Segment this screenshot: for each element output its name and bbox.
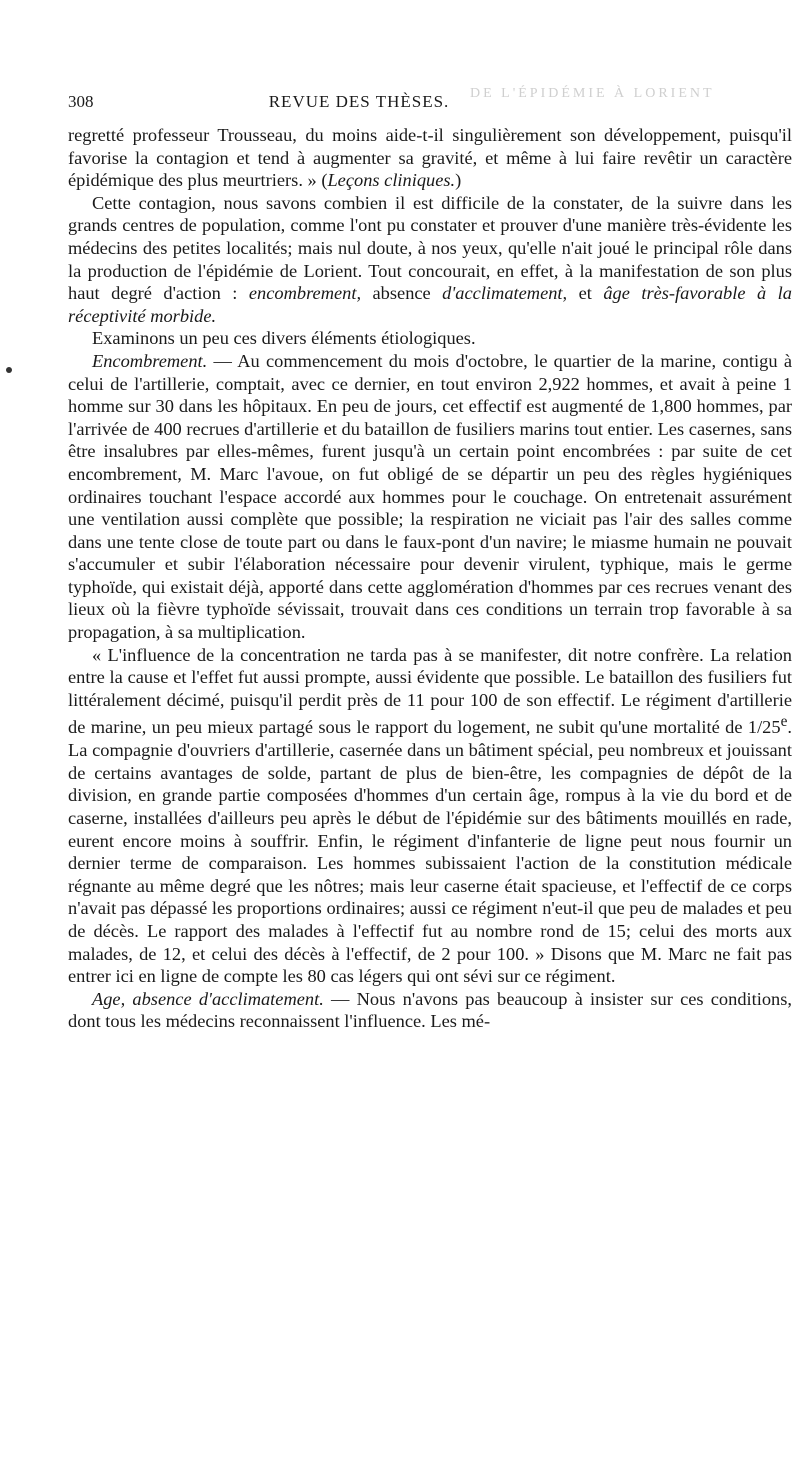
running-title: REVUE DES THÈSES.: [268, 92, 450, 111]
paragraph: Cette contagion, nous savons combien il est difficile de la constater, de la suivre dans les grands centres de population, comme l'ont pu constater et prouver d'une manière très-évidente les médecins des petites localités; mais nul doute, à nos yeux, qu'elle n'ait joué le principal rôle dans la production de l'épidémie de Lorient. Tout concourait, en effet, à la manifestation de son plus haut degré d'action : encombrement, absence d'acclimatement, et âge très-favorable à la réceptivité morbide.: [68, 192, 792, 326]
citation-title: Leçons cliniques.: [327, 170, 456, 191]
section-lead: Encombrement.: [92, 350, 208, 371]
margin-mark: [6, 367, 12, 373]
paragraph: Examinons un peu ces divers éléments étiologiques.: [92, 328, 476, 349]
paragraph: Age, absence d'acclimatement. — Nous n'avons pas beaucoup à insister sur ces conditions, dont tous les médecins reconnaissent l'influence. Les mé-: [68, 988, 792, 1032]
page-number: 308: [68, 92, 94, 111]
body-text: [68, 124, 792, 1033]
section-lead: Age, absence d'acclimatement.: [92, 988, 324, 1009]
paragraph: « L'influence de la concentration ne tarda pas à se manifester, dit notre confrère. La relation entre la cause et l'effet fut aussi prompte, aussi évidente que possible. Le bataillon des fusiliers fut littéralement décimé, puisqu'il perdit près de 11 pour 100 de son effectif. Le régiment d'artillerie de marine, un peu mieux partagé sous le rapport du logement, ne subit qu'une mortalité de 1/25e. La compagnie d'ouvriers d'artillerie, casernée dans un bâtiment spécial, peu nombreux et jouissant de certains avantages de solde, partant de plus de bien-être, les compagnies de dépôt de la division, en grande partie composées d'hommes d'un certain âge, rompus à la vie du bord et de caserne, installées d'ailleurs peu après le début de l'épidémie sur des bâtiments mouillés en rade, eurent encore moins à souffrir. Enfin, le régiment d'infanterie de ligne peut nous fournir un dernier terme de comparaison. Les hommes subissaient l'action de la constitution médicale régnante au même degré que les nôtres; mais leur caserne était spacieuse, et l'effectif de ce corps n'avait pas dépassé les proportions ordinaires; aussi ce régiment n'eut-il que peu de malades et peu de décès. Le rapport des malades à l'effectif fut au nombre rond de 15; celui des morts aux malades, de 12, et celui des décès à l'effectif, de 2 pour 100. » Disons que M. Marc ne fait pas entrer ici en ligne de compte les 80 cas légers qui ont sévi sur ce régiment.: [68, 644, 792, 987]
show-through-text: DE L'ÉPIDÉMIE À LORIENT: [470, 86, 715, 101]
paragraph: regretté professeur Trousseau, du moins aide-t-il singulièrement son développement, puisqu'il favorise la contagion et tend à augmenter sa gravité, et même à lui faire revêtir un caractère épidémique des plus meurtriers. » (Leçons cliniques.): [68, 125, 792, 191]
paragraph: Encombrement. — Au commencement du mois d'octobre, le quartier de la marine, contigu à celui de l'artillerie, comptait, avec ce dernier, en tout environ 2,922 hommes, et avait à peine 1 homme sur 30 dans les hôpitaux. En peu de jours, cet effectif est augmenté de 1,800 hommes, par l'arrivée de 400 recrues d'artillerie et du bataillon de fusiliers marins tout entier. Les casernes, sans être insalubres par elles-mêmes, furent jusqu'à un certain point encombrées : par suite de cet encombrement, M. Marc l'avoue, on fut obligé de se départir un peu des règles hygiéniques ordinaires touchant l'espace accordé aux hommes pour le couchage. On entretenait assurément une ventilation aussi complète que possible; la respiration ne viciait pas l'air des salles comme dans une tente close de toute part ou dans le faux-pont d'un navire; le miasme humain ne pouvait s'accumuler et subir l'élaboration nécessaire pour devenir virulent, typhique, mais le germe typhoïde, qui existait déjà, apporté dans cette agglomération d'hommes par ces recrues venant des lieux où la fièvre typhoïde sévissait, trouvait dans ces conditions un terrain trop favorable à sa propagation, à sa multiplication.: [68, 350, 792, 643]
